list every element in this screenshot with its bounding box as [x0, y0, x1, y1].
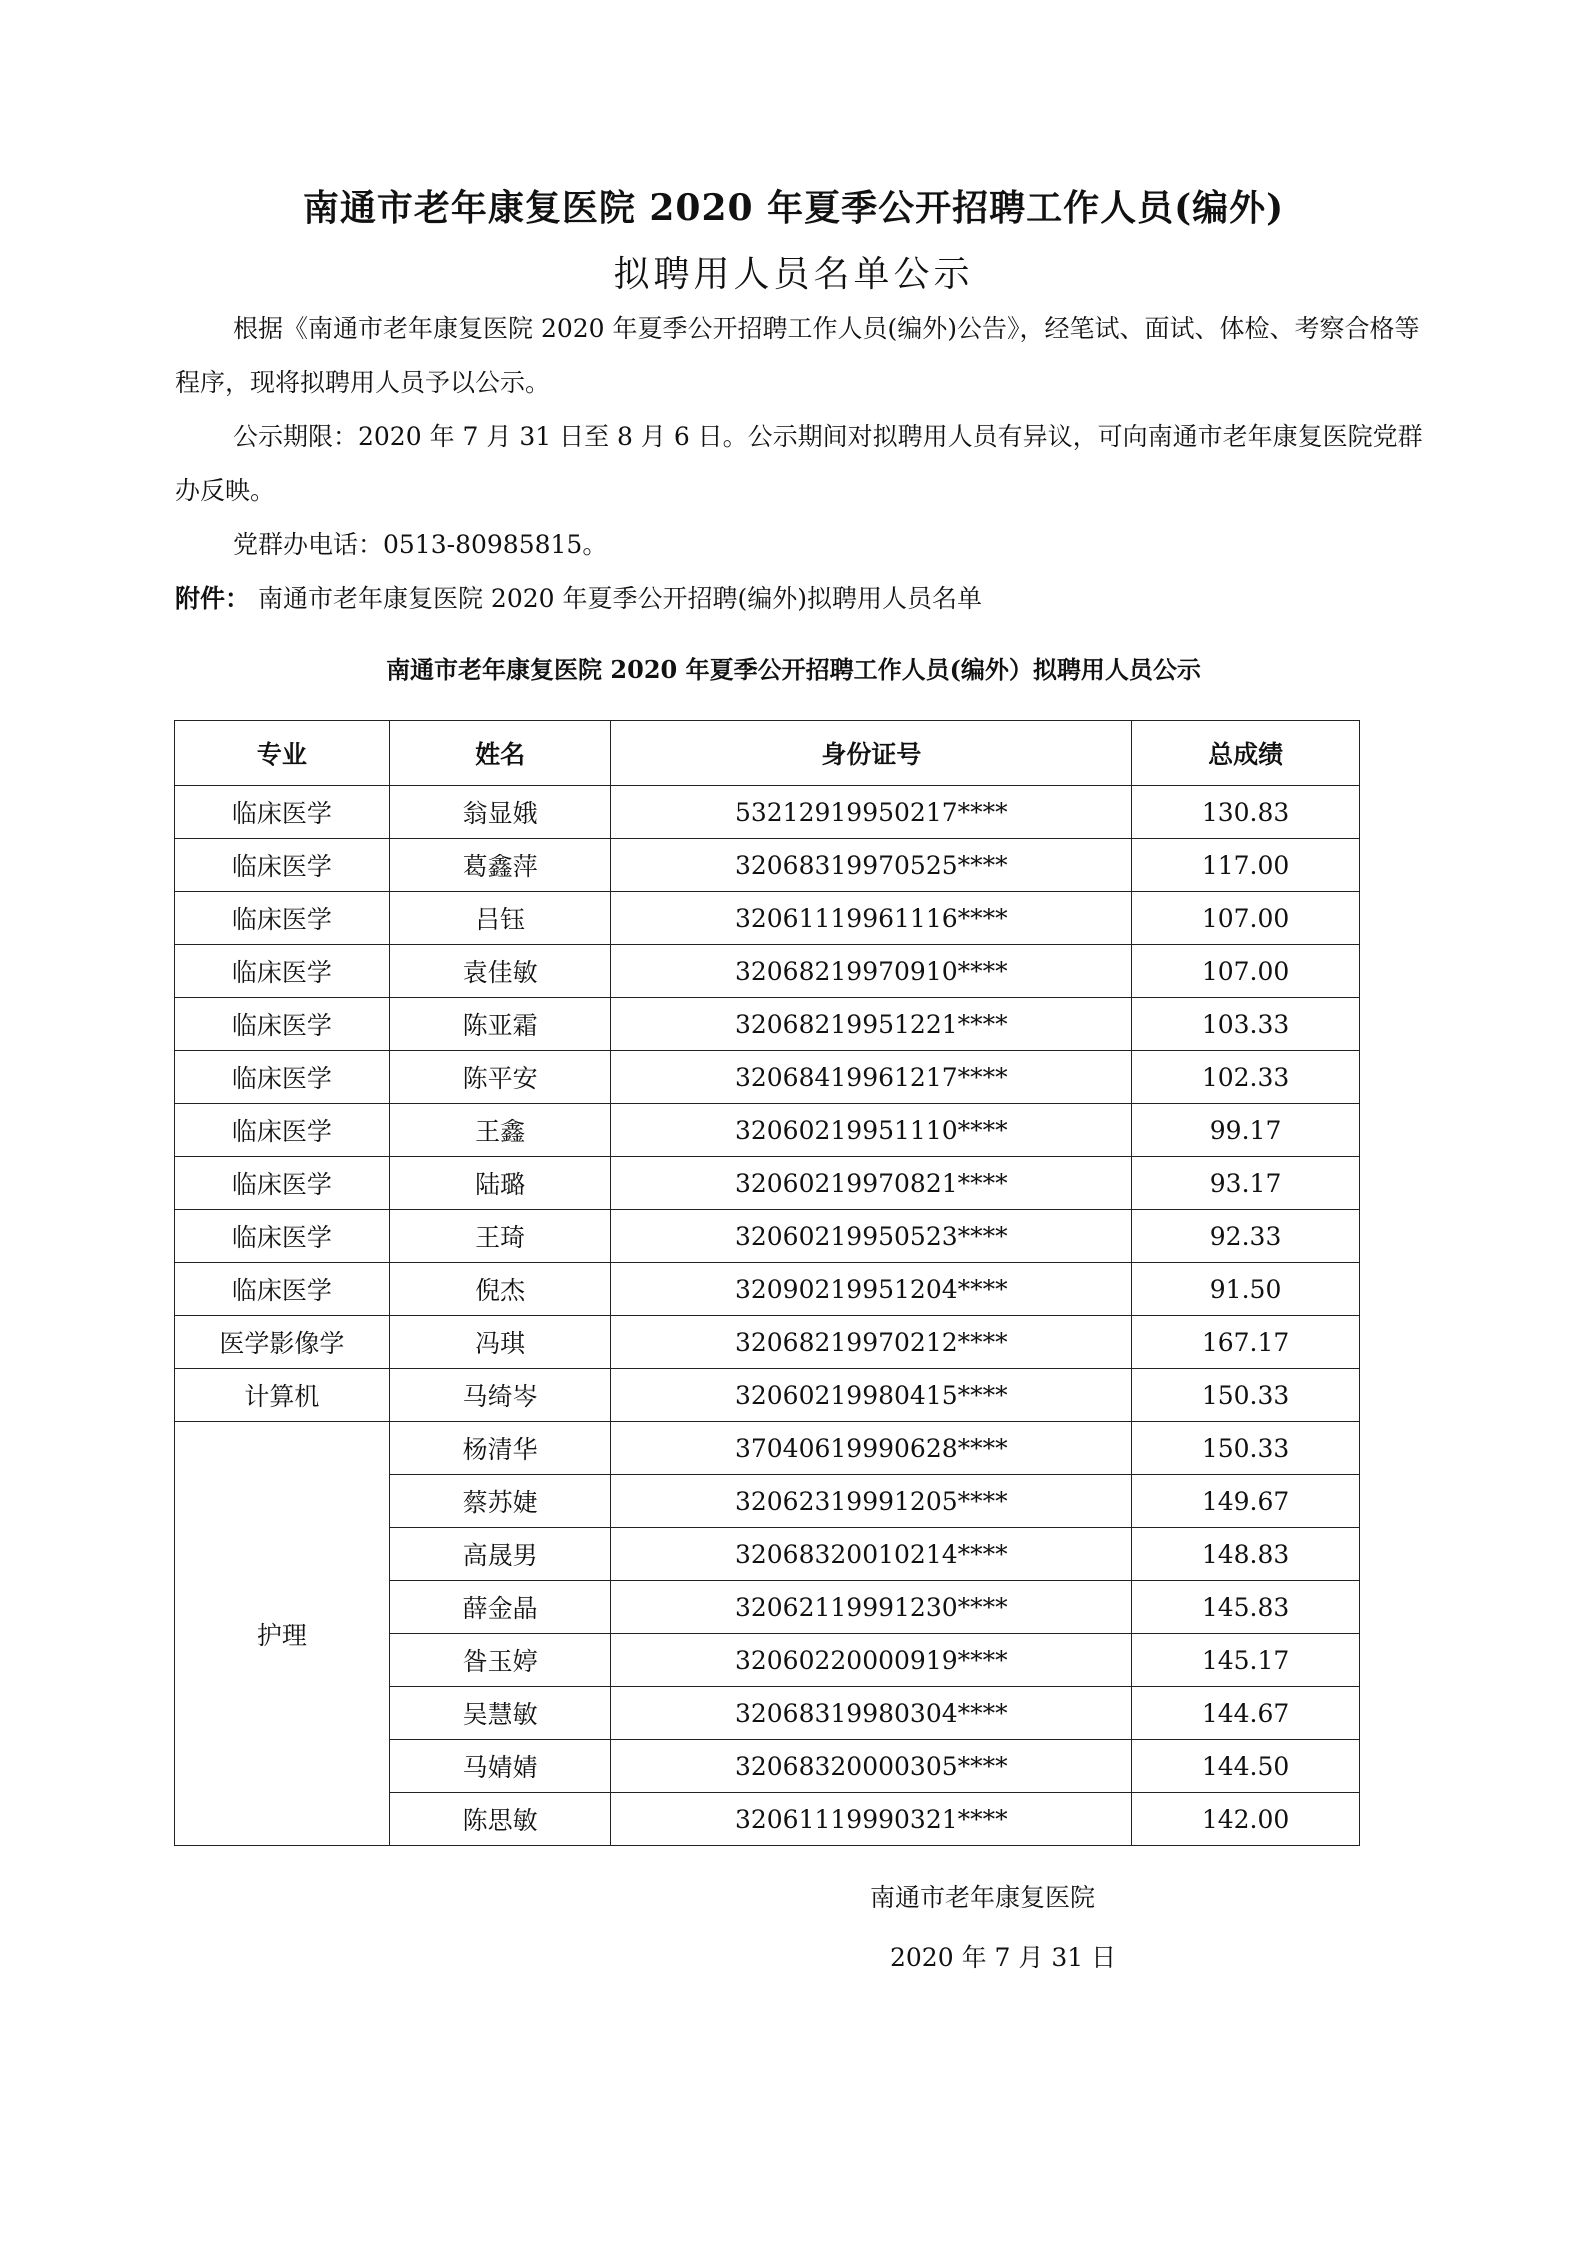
table-row	[175, 998, 1360, 1051]
cell-name: 蔡苏婕	[389, 1475, 611, 1528]
table-row	[175, 1210, 1360, 1263]
cell-score: 149.67	[1132, 1475, 1360, 1528]
cell-score: 150.33	[1132, 1422, 1360, 1475]
cell-id-number: 32062319991205****	[611, 1475, 1132, 1528]
cell-id-number: 32068319970525****	[611, 839, 1132, 892]
cell-id-number: 32068219951221****	[611, 998, 1132, 1051]
cell-score: 145.83	[1132, 1581, 1360, 1634]
header-id-number: 身份证号	[611, 721, 1132, 786]
table-row	[175, 1263, 1360, 1316]
signature-organization: 南通市老年康复医院	[870, 1883, 1096, 1912]
cell-name: 葛鑫萍	[389, 839, 611, 892]
cell-score: 107.00	[1132, 892, 1360, 945]
table-row	[175, 1157, 1360, 1210]
cell-major: 临床医学	[175, 1104, 390, 1157]
cell-major: 临床医学	[175, 1263, 390, 1316]
cell-name: 吴慧敏	[389, 1687, 611, 1740]
cell-name: 昝玉婷	[389, 1634, 611, 1687]
cell-id-number: 32062119991230****	[611, 1581, 1132, 1634]
cell-name: 陈平安	[389, 1051, 611, 1104]
table-title: 南通市老年康复医院 2020 年夏季公开招聘工作人员(编外）拟聘用人员公示	[386, 655, 1201, 684]
cell-score: 150.33	[1132, 1369, 1360, 1422]
attachment-text: 南通市老年康复医院 2020 年夏季公开招聘(编外)拟聘用人员名单	[257, 584, 982, 613]
document-subtitle: 拟聘用人员名单公示	[613, 254, 974, 295]
header-major: 专业	[175, 721, 390, 786]
cell-id-number: 32068219970212****	[611, 1316, 1132, 1369]
cell-name: 翁显娥	[389, 786, 611, 839]
cell-major: 临床医学	[175, 892, 390, 945]
cell-id-number: 32068219970910****	[611, 945, 1132, 998]
cell-major: 临床医学	[175, 839, 390, 892]
signature-date: 2020 年 7 月 31 日	[890, 1943, 1117, 1972]
cell-score: 107.00	[1132, 945, 1360, 998]
cell-major-merged: 护理	[175, 1422, 390, 1846]
attachment-line	[175, 572, 982, 626]
cell-score: 167.17	[1132, 1316, 1360, 1369]
cell-id-number: 32060220000919****	[611, 1634, 1132, 1687]
notice-period-paragraph: 公示期限：2020 年 7 月 31 日至 8 月 6 日。公示期间对拟聘用人员有异议，可向南通市老年康复医院党群办反映。	[175, 422, 1423, 505]
cell-name: 马婧婧	[389, 1740, 611, 1793]
cell-score: 148.83	[1132, 1528, 1360, 1581]
cell-major: 临床医学	[175, 1210, 390, 1263]
table-row	[175, 786, 1360, 839]
candidate-table	[174, 720, 1360, 1846]
cell-id-number: 32061119990321****	[611, 1793, 1132, 1846]
contact-phone-paragraph: 党群办电话：0513-80985815。	[233, 530, 608, 559]
attachment-label: 附件：	[175, 584, 251, 613]
table-header-row	[175, 721, 1360, 786]
cell-id-number: 32090219951204****	[611, 1263, 1132, 1316]
cell-name: 陈亚霜	[389, 998, 611, 1051]
cell-name: 马绮岑	[389, 1369, 611, 1422]
cell-score: 93.17	[1132, 1157, 1360, 1210]
cell-major: 临床医学	[175, 1157, 390, 1210]
cell-score: 144.67	[1132, 1687, 1360, 1740]
document-title: 南通市老年康复医院 2020 年夏季公开招聘工作人员(编外)	[302, 187, 1285, 229]
cell-score: 102.33	[1132, 1051, 1360, 1104]
header-total-score: 总成绩	[1132, 721, 1360, 786]
cell-name: 陆璐	[389, 1157, 611, 1210]
cell-name: 王鑫	[389, 1104, 611, 1157]
cell-id-number: 32068419961217****	[611, 1051, 1132, 1104]
cell-major: 临床医学	[175, 786, 390, 839]
cell-id-number: 32061119961116****	[611, 892, 1132, 945]
cell-name: 袁佳敏	[389, 945, 611, 998]
cell-name: 倪杰	[389, 1263, 611, 1316]
cell-id-number: 32060219970821****	[611, 1157, 1132, 1210]
cell-id-number: 32060219950523****	[611, 1210, 1132, 1263]
cell-id-number: 37040619990628****	[611, 1422, 1132, 1475]
cell-major: 医学影像学	[175, 1316, 390, 1369]
cell-score: 99.17	[1132, 1104, 1360, 1157]
cell-score: 117.00	[1132, 839, 1360, 892]
cell-id-number: 53212919950217****	[611, 786, 1132, 839]
cell-score: 145.17	[1132, 1634, 1360, 1687]
cell-score: 92.33	[1132, 1210, 1360, 1263]
intro-paragraph: 根据《南通市老年康复医院 2020 年夏季公开招聘工作人员(编外)公告》，经笔试、面试、体检、考察合格等程序，现将拟聘用人员予以公示。	[175, 314, 1420, 397]
cell-name: 冯琪	[389, 1316, 611, 1369]
table-row	[175, 945, 1360, 998]
cell-name: 王琦	[389, 1210, 611, 1263]
cell-name: 薛金晶	[389, 1581, 611, 1634]
cell-score: 91.50	[1132, 1263, 1360, 1316]
cell-name: 高晟男	[389, 1528, 611, 1581]
cell-id-number: 32068320000305****	[611, 1740, 1132, 1793]
cell-score: 130.83	[1132, 786, 1360, 839]
cell-major: 计算机	[175, 1369, 390, 1422]
table-row	[175, 1051, 1360, 1104]
cell-id-number: 32060219951110****	[611, 1104, 1132, 1157]
cell-name: 杨清华	[389, 1422, 611, 1475]
table-row	[175, 1422, 1360, 1475]
cell-name: 陈思敏	[389, 1793, 611, 1846]
table-row	[175, 839, 1360, 892]
cell-id-number: 32068320010214****	[611, 1528, 1132, 1581]
cell-major: 临床医学	[175, 998, 390, 1051]
cell-major: 临床医学	[175, 1051, 390, 1104]
cell-score: 103.33	[1132, 998, 1360, 1051]
table-row	[175, 1316, 1360, 1369]
header-name: 姓名	[389, 721, 611, 786]
cell-major: 临床医学	[175, 945, 390, 998]
cell-score: 142.00	[1132, 1793, 1360, 1846]
table-row	[175, 892, 1360, 945]
table-row	[175, 1369, 1360, 1422]
cell-id-number: 32060219980415****	[611, 1369, 1132, 1422]
cell-score: 144.50	[1132, 1740, 1360, 1793]
table-row	[175, 1104, 1360, 1157]
cell-name: 吕钰	[389, 892, 611, 945]
cell-id-number: 32068319980304****	[611, 1687, 1132, 1740]
